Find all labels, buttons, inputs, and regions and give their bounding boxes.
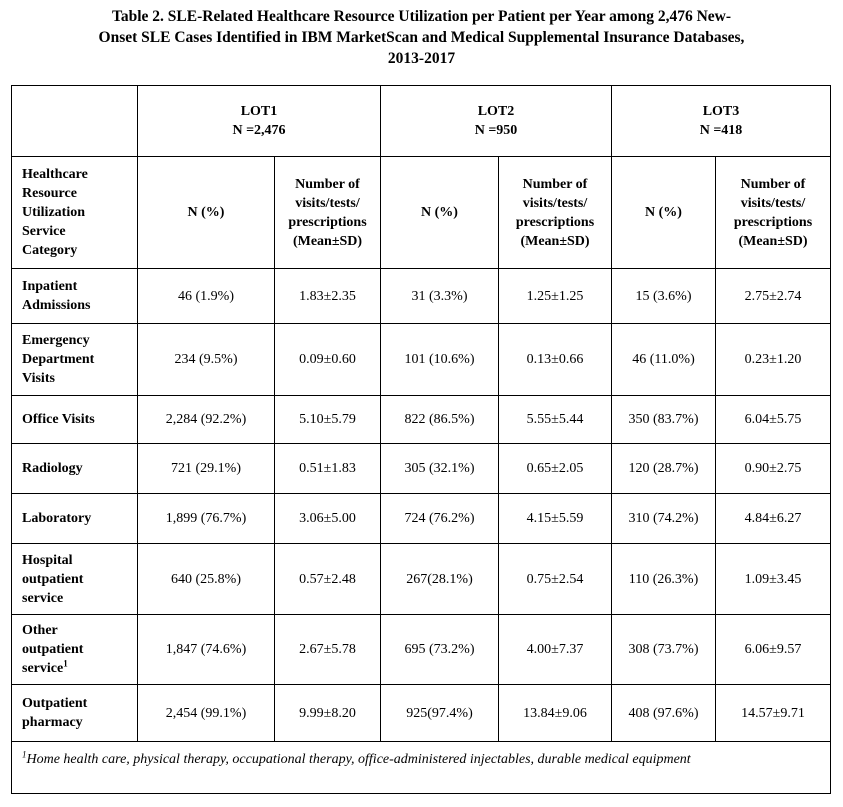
mean-sd-cell: 4.15±5.59 — [499, 494, 612, 544]
mean-sd-cell: 0.13±0.66 — [499, 324, 612, 396]
n-pct-cell: 101 (10.6%) — [381, 324, 499, 396]
n-pct-cell: 2,284 (92.2%) — [138, 396, 275, 444]
mean-sd-cell: 1.09±3.45 — [716, 544, 831, 615]
mean-sd-cell: 6.06±9.57 — [716, 615, 831, 685]
n-pct-cell: 822 (86.5%) — [381, 396, 499, 444]
row-label-line: service — [22, 590, 64, 606]
row-category-label — [12, 396, 138, 444]
n-pct-cell: 234 (9.5%) — [138, 324, 275, 396]
n-pct-cell: 310 (74.2%) — [612, 494, 716, 544]
title-line-2: Onset SLE Cases Identified in IBM MarketScan and Medical Supplemental Insurance Databases, — [98, 29, 745, 46]
row-label-line: Emergency — [22, 333, 90, 348]
mean-sd-cell: 0.57±2.48 — [275, 544, 381, 615]
mean-sd-cell: 0.51±1.83 — [275, 444, 381, 494]
n-pct-cell: 15 (3.6%) — [612, 269, 716, 324]
empty-corner-cell — [12, 86, 138, 157]
n-pct-header-lot1: N (%) — [138, 157, 275, 269]
visits-header-line: prescriptions — [733, 214, 813, 230]
row-category-label — [12, 494, 138, 544]
group-header-lot3 — [612, 86, 831, 157]
row-label-line: Hospital — [22, 552, 73, 568]
table-row — [12, 396, 831, 444]
row-label-line: outpatient — [22, 571, 84, 587]
n-pct-cell: 46 (11.0%) — [612, 324, 716, 396]
visits-header-lot2 — [499, 157, 612, 269]
mean-sd-cell: 0.23±1.20 — [716, 324, 831, 396]
footnote-row — [12, 742, 831, 794]
n-pct-cell: 1,899 (76.7%) — [138, 494, 275, 544]
group-name: LOT1 — [240, 104, 278, 119]
mean-sd-cell: 9.99±8.20 — [275, 685, 381, 742]
visits-header-line: Number of — [740, 176, 806, 192]
mean-sd-cell: 2.75±2.74 — [716, 269, 831, 324]
table-title — [0, 6, 843, 69]
footnote-ref: 1 — [63, 658, 68, 669]
group-name: LOT2 — [477, 104, 515, 119]
mean-sd-cell: 5.10±5.79 — [275, 396, 381, 444]
title-line-1: Table 2. SLE-Related Healthcare Resource Utilization per Patient per Year among 2,476 New- — [111, 8, 732, 25]
mean-sd-cell: 0.65±2.05 — [499, 444, 612, 494]
group-n: N =950 — [474, 123, 518, 138]
n-pct-cell: 46 (1.9%) — [138, 269, 275, 324]
group-name: LOT3 — [702, 104, 740, 119]
n-pct-cell: 724 (76.2%) — [381, 494, 499, 544]
row-label-line: outpatient — [22, 642, 84, 657]
mean-sd-cell: 6.04±5.75 — [716, 396, 831, 444]
group-n: N =2,476 — [232, 123, 286, 138]
table-row — [12, 494, 831, 544]
category-header-line: Category — [22, 243, 78, 258]
mean-sd-cell: 0.90±2.75 — [716, 444, 831, 494]
visits-header-line: visits/tests/ — [522, 195, 588, 211]
row-label-line: Laboratory — [22, 511, 92, 526]
n-pct-cell: 2,454 (99.1%) — [138, 685, 275, 742]
row-label-line: service — [22, 661, 64, 676]
row-label-line: Inpatient — [22, 279, 78, 294]
mean-sd-cell: 4.84±6.27 — [716, 494, 831, 544]
category-header-line: Healthcare — [22, 167, 88, 182]
visits-header-line: Number of — [522, 176, 588, 192]
visits-header-lot1 — [275, 157, 381, 269]
n-pct-cell: 305 (32.1%) — [381, 444, 499, 494]
table-row — [12, 269, 831, 324]
row-label-line: Outpatient — [22, 696, 88, 711]
mean-sd-cell: 3.06±5.00 — [275, 494, 381, 544]
mean-sd-cell: 13.84±9.06 — [499, 685, 612, 742]
visits-header-line: (Mean±SD) — [738, 233, 808, 249]
table-row — [12, 615, 831, 685]
group-header-row — [12, 86, 831, 157]
n-pct-cell: 267(28.1%) — [381, 544, 499, 615]
group-header-lot1 — [138, 86, 381, 157]
table-row — [12, 685, 831, 742]
table-row — [12, 444, 831, 494]
visits-header-line: prescriptions — [515, 214, 595, 230]
table-row — [12, 544, 831, 615]
mean-sd-cell: 2.67±5.78 — [275, 615, 381, 685]
n-pct-cell: 308 (73.7%) — [612, 615, 716, 685]
group-n: N =418 — [699, 123, 743, 138]
visits-header-line: prescriptions — [288, 214, 367, 230]
n-pct-cell: 925(97.4%) — [381, 685, 499, 742]
group-header-lot2 — [381, 86, 612, 157]
row-label-line: Other — [22, 623, 58, 638]
n-pct-cell: 120 (28.7%) — [612, 444, 716, 494]
category-header-line: Utilization — [22, 205, 85, 220]
visits-header-line: (Mean±SD) — [520, 233, 590, 249]
n-pct-header-lot3: N (%) — [612, 157, 716, 269]
row-label-line: Department — [22, 352, 95, 367]
row-category-label — [12, 544, 138, 615]
visits-header-line: visits/tests/ — [295, 195, 360, 211]
mean-sd-cell: 1.25±1.25 — [499, 269, 612, 324]
row-category-label — [12, 324, 138, 396]
visits-header-lot3 — [716, 157, 831, 269]
mean-sd-cell: 0.09±0.60 — [275, 324, 381, 396]
mean-sd-cell: 4.00±7.37 — [499, 615, 612, 685]
n-pct-cell: 721 (29.1%) — [138, 444, 275, 494]
table-row — [12, 324, 831, 396]
row-label-line: Office Visits — [22, 412, 95, 427]
mean-sd-cell: 1.83±2.35 — [275, 269, 381, 324]
row-label-line: Radiology — [22, 461, 83, 476]
visits-header-line: (Mean±SD) — [292, 233, 363, 249]
n-pct-cell: 695 (73.2%) — [381, 615, 499, 685]
column-header-row — [12, 157, 831, 269]
mean-sd-cell: 14.57±9.71 — [716, 685, 831, 742]
footnote — [12, 742, 831, 794]
title-line-3: 2013-2017 — [387, 50, 456, 67]
row-label-line: pharmacy — [22, 715, 83, 730]
category-header-line: Service — [22, 224, 66, 239]
row-label-line: Admissions — [22, 298, 91, 313]
n-pct-header-lot2: N (%) — [381, 157, 499, 269]
visits-header-line: Number of — [295, 176, 360, 192]
footnote-text: Home health care, physical therapy, occupational therapy, office-administered injectables, durable medical equipment — [26, 752, 691, 767]
n-pct-cell: 31 (3.3%) — [381, 269, 499, 324]
category-header-line: Resource — [22, 186, 77, 201]
n-pct-cell: 350 (83.7%) — [612, 396, 716, 444]
utilization-table — [11, 85, 831, 794]
row-category-label — [12, 269, 138, 324]
mean-sd-cell: 5.55±5.44 — [499, 396, 612, 444]
mean-sd-cell: 0.75±2.54 — [499, 544, 612, 615]
row-category-label — [12, 685, 138, 742]
row-category-label — [12, 444, 138, 494]
row-category-label — [12, 615, 138, 685]
footnote-mark: 1 — [22, 749, 27, 760]
n-pct-cell: 110 (26.3%) — [612, 544, 716, 615]
visits-header-line: visits/tests/ — [740, 195, 806, 211]
category-header — [12, 157, 138, 269]
data-rows — [12, 269, 831, 742]
n-pct-cell: 1,847 (74.6%) — [138, 615, 275, 685]
n-pct-cell: 408 (97.6%) — [612, 685, 716, 742]
row-label-line: Visits — [22, 371, 55, 386]
n-pct-cell: 640 (25.8%) — [138, 544, 275, 615]
